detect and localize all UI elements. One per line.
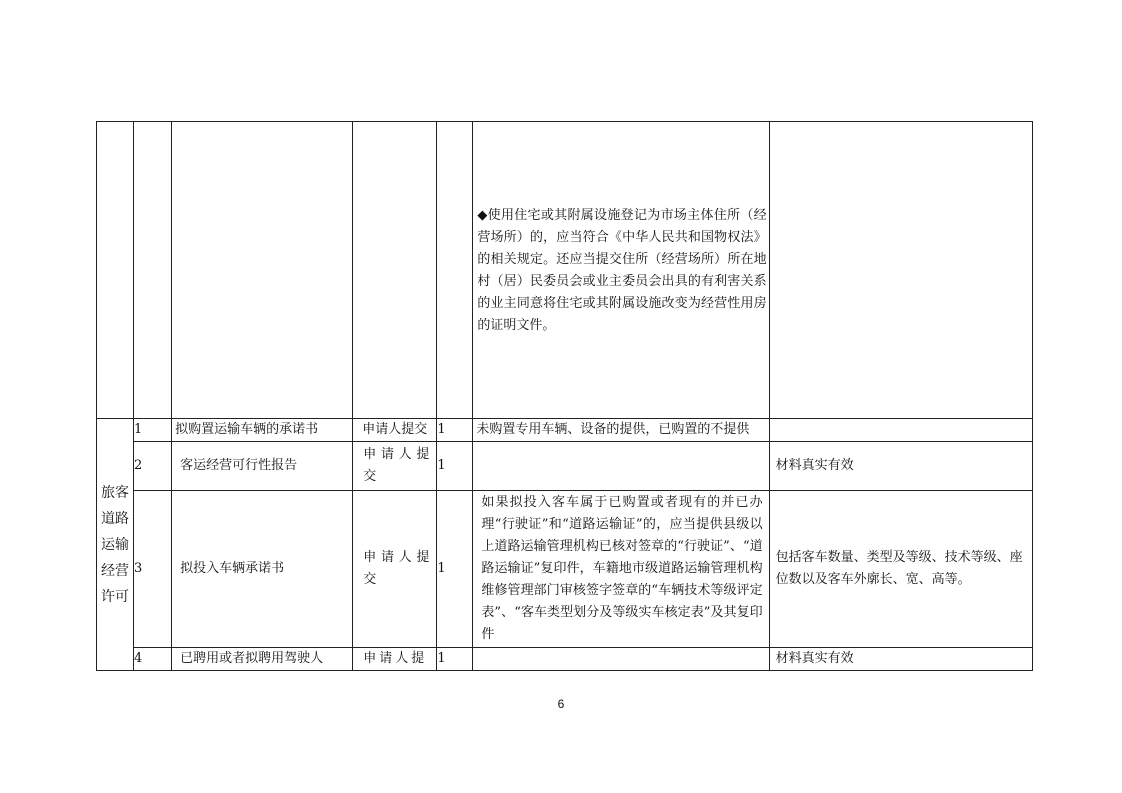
table-row	[97, 419, 1033, 442]
category-cell	[97, 419, 134, 671]
row-number: 3	[134, 491, 172, 648]
submitter-cell: 申请人提交	[353, 442, 437, 491]
table-cell	[437, 122, 473, 419]
row-number: 1	[134, 419, 172, 442]
requirements-table	[96, 121, 1033, 671]
table-cell	[134, 122, 172, 419]
requirement-cell: 如果拟投入客车属于已购置或者现有的并已办理“行驶证”和“道路运输证”的，应当提供县级以上道路运输管理机构已核对签章的“行驶证”、“道路运输证”复印件，车籍地市级道路运输管理机构维修管理部门审核签字签章的“车辆技术等级评定表”、“客车类型划分及等级实车核定表”及其复印件	[473, 491, 769, 648]
material-name: 已聘用或者拟聘用驾驶人	[172, 648, 353, 671]
note-cell	[769, 419, 1032, 442]
table-cell	[172, 122, 353, 419]
submitter-cell: 申请人提交	[353, 419, 437, 442]
material-name: 拟投入车辆承诺书	[172, 491, 353, 648]
requirement-cell: 未购置专用车辆、设备的提供，已购置的不提供	[473, 419, 769, 442]
requirement-cell	[473, 442, 769, 491]
category-label: 旅客道路运输经营许可	[101, 484, 130, 605]
material-name: 拟购置运输车辆的承诺书	[172, 419, 353, 442]
table-row	[97, 491, 1033, 648]
requirement-cell: ◆使用住宅或其附属设施登记为市场主体住所（经营场所）的，应当符合《中华人民共和国物权法》的相关规定。还应当提交住所（经营场所）所在地村（居）民委员会或业主委员会出具的有利害关系的业主同意将住宅或其附属设施改变为经营性用房的证明文件。	[473, 122, 769, 419]
row-number: 2	[134, 442, 172, 491]
page-number: 6	[557, 697, 565, 711]
submitter-cell: 申请人提	[353, 648, 437, 671]
count-cell: 1	[437, 419, 473, 442]
table-row	[97, 648, 1033, 671]
table-row	[97, 122, 1033, 419]
submitter-cell: 申请人提交	[353, 491, 437, 648]
count-cell: 1	[437, 491, 473, 648]
note-cell: 包括客车数量、类型及等级、技术等级、座位数以及客车外廓长、宽、高等。	[769, 491, 1032, 648]
note-cell: 材料真实有效	[769, 442, 1032, 491]
table-cell	[353, 122, 437, 419]
table-cell	[769, 122, 1032, 419]
count-cell: 1	[437, 442, 473, 491]
row-number: 4	[134, 648, 172, 671]
table-cell	[97, 122, 134, 419]
count-cell: 1	[437, 648, 473, 671]
table-row	[97, 442, 1033, 491]
note-cell: 材料真实有效	[769, 648, 1032, 671]
material-name: 客运经营可行性报告	[172, 442, 353, 491]
requirement-cell	[473, 648, 769, 671]
